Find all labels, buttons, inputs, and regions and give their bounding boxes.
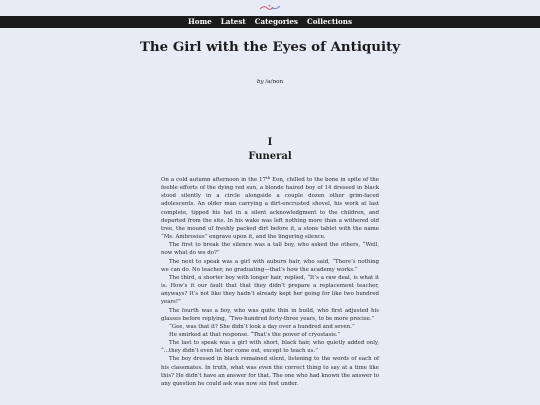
- story-paragraph: The last to speak was a girl with short, black hair, who quietly added only, “...they didn’t even let her come out, except to teach us.”: [161, 340, 379, 355]
- nav-categories[interactable]: Categories: [254, 17, 298, 26]
- chapter-title: Funeral: [248, 151, 292, 162]
- story-paragraph: The next to speak was a girl with auburn hair, who said, “There’s nothing we can do. No teacher, no graduating—that’s how the academy works.”: [161, 258, 379, 273]
- site-header: [0, 0, 540, 16]
- story-byline: [0, 79, 540, 85]
- byline-prefix: by: [256, 79, 264, 85]
- site-logo-icon[interactable]: [258, 4, 282, 12]
- paragraph-text: Eon, chilled to the bone in spite of the feeble efforts of the dying red sun, a blonde haired boy of 14 dressed in black stood silently in a circle alongside a couple dozen other grim-faced adolescents. An older man carrying a dirt-encrusted shovel, his work at last complete, tipped his hat in a silent acknowledgment to the children, and departed from the site. In his wake was left nothing more than a withered old tree, the mound of freshly packed dirt before it, a stone tablet with the name “Ms. Ambrosius” engrave upon it, and the lingering silence.: [161, 177, 379, 241]
- story-paragraph: “Gee, was that it? She didn’t look a day over a hundred and seven.”: [169, 323, 355, 330]
- story-paragraph: The boy dressed in black remained silent, listening to the words of each of his classmates. In truth, what was even the correct thing to say at a time like this? He didn’t have an answer for that. The one who had known the answer to any question he could ask was now six feet under.: [161, 356, 379, 387]
- story-paragraph: The first to break the silence was a tall boy, who asked the others, “Well, now what do we do?”: [161, 242, 379, 257]
- paragraph-text: On a cold autumn afternoon in the 17: [161, 177, 266, 183]
- story-paragraph: [161, 176, 379, 241]
- nav-collections[interactable]: Collections: [306, 17, 353, 26]
- ordinal-suffix: th: [265, 175, 271, 180]
- main-navbar: [0, 16, 540, 28]
- story-text: [161, 176, 379, 388]
- story-paragraph: The fourth was a boy, who was quite thin in build, who first adjusted his glasses before replying, “Two-hundred forty-three years, to be more precise.”: [161, 307, 379, 322]
- nav-home[interactable]: Home: [187, 17, 212, 26]
- author-link[interactable]: /a/non: [265, 79, 284, 85]
- nav-latest[interactable]: Latest: [220, 17, 246, 26]
- story-paragraph: He smirked at that response. “That’s the power of cryostasis.”: [169, 331, 341, 338]
- story-paragraph: The third, a shorter boy with longer hair, replied, “It’s a raw deal, is what it is. How’s it our fault that that they didn’t prepare a replacement teacher, anyways? It’s not like they hadn’t already kept her going for like two hundred years!”: [161, 274, 379, 306]
- chapter-number: I: [267, 137, 273, 148]
- story-title: The Girl with the Eyes of Antiquity: [139, 39, 401, 55]
